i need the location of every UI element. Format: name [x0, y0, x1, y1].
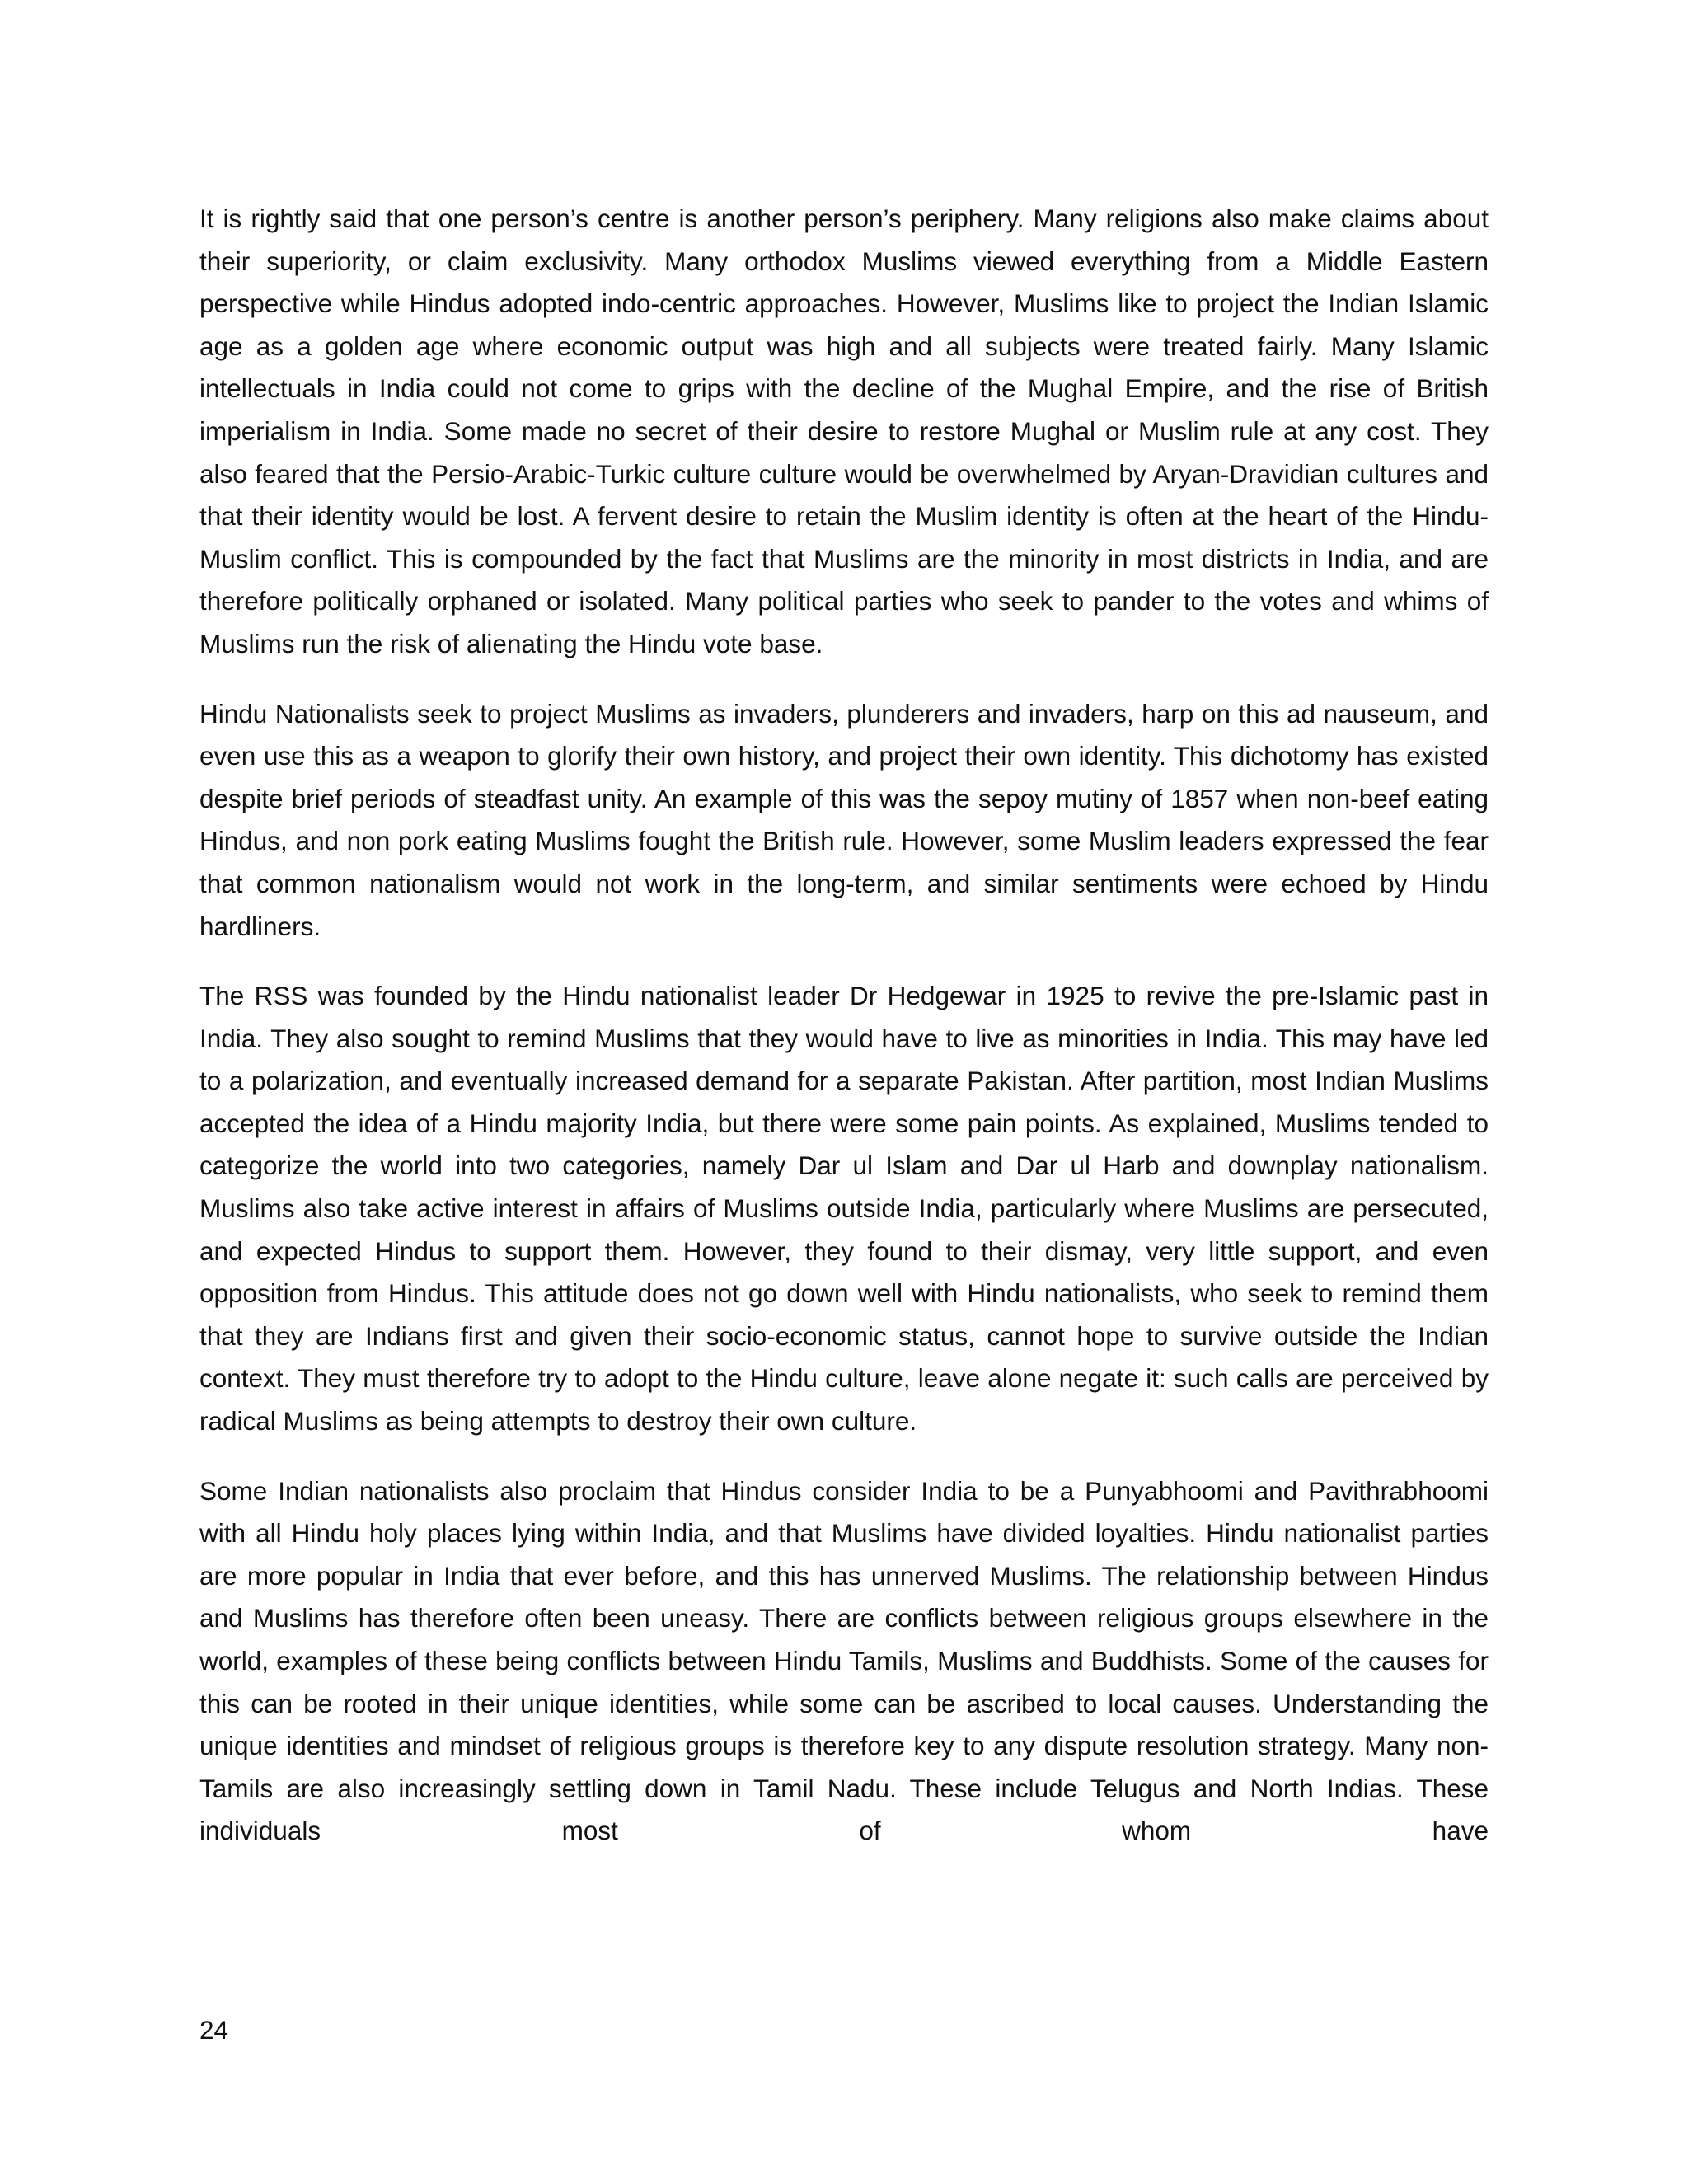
paragraph-3: The RSS was founded by the Hindu nationalist leader Dr Hedgewar in 1925 to revive the pre-Islamic past in India. They also sought to remind Muslims that they would have to live as minorities in India. This may have led to a polarization, and eventually increased demand for a separate Pakistan. After partition, most Indian Muslims accepted the idea of a Hindu majority India, but there were some pain points. As explained, Muslims tended to categorize the world into two categories, namely Dar ul Islam and Dar ul Harb and downplay nationalism. Muslims also take active interest in affairs of Muslims outside India, particularly where Muslims are persecuted, and expected Hindus to support them. However, they found to their dismay, very little support, and even opposition from Hindus. This attitude does not go down well with Hindu nationalists, who seek to remind them that they are Indians first and given their socio-economic status, cannot hope to survive outside the Indian context. They must therefore try to adopt to the Hindu culture, leave alone negate it: such calls are perceived by radical Muslims as being attempts to destroy their own culture. [199, 981, 1489, 1436]
paragraph-4: Some Indian nationalists also proclaim that Hindus consider India to be a Punyabhoomi and Pavithrabhoomi with all Hindu holy places lying within India, and that Muslims have divided loyalties. Hindu nationalist parties are more popular in India that ever before, and this has unnerved Muslims. The relationship between Hindus and Muslims has therefore often been uneasy. There are conflicts between religious groups elsewhere in the world, examples of these being conflicts between Hindu Tamils, Muslims and Buddhists. Some of the causes for this can be rooted in their unique identities, while some can be ascribed to local causes. Understanding the unique identities and mindset of religious groups is therefore key to any dispute resolution strategy. Many non-Tamils are also increasingly settling down in Tamil Nadu. These include Telugus and North Indias. These individuals most of whom have [199, 1475, 1489, 1846]
body-text [199, 198, 1489, 1880]
page-number: 24 [199, 2015, 229, 2045]
paragraph-2: Hindu Nationalists seek to project Muslims as invaders, plunderers and invaders, harp on this ad nauseum, and even use this as a weapon to glorify their own history, and project their own identity. This dichotomy has existed despite brief periods of steadfast unity. An example of this was the sepoy mutiny of 1857 when non-beef eating Hindus, and non pork eating Muslims fought the British rule. However, some Muslim leaders expressed the fear that common nationalism would not work in the long-term, and similar sentiments were echoed by Hindu hardliners. [199, 698, 1489, 941]
paragraph-1: It is rightly said that one person’s centre is another person’s periphery. Many religions also make claims about their superiority, or claim exclusivity. Many orthodox Muslims viewed everything from a Middle Eastern perspective while Hindus adopted indo-centric approaches. However, Muslims like to project the Indian Islamic age as a golden age where economic output was high and all subjects were treated fairly. Many Islamic intellectuals in India could not come to grips with the decline of the Mughal Empire, and the rise of British imperialism in India. Some made no secret of their desire to restore Mughal or Muslim rule at any cost. They also feared that the Persio-Arabic-Turkic culture culture would be overwhelmed by Aryan-Dravidian cultures and that their identity would be lost. A fervent desire to retain the Muslim identity is often at the heart of the Hindu-Muslim conflict. This is compounded by the fact that Muslims are the minority in most districts in India, and are therefore politically orphaned or isolated. Many political parties who seek to pander to the votes and whims of Muslims run the risk of alienating the Hindu vote base. [199, 204, 1489, 658]
